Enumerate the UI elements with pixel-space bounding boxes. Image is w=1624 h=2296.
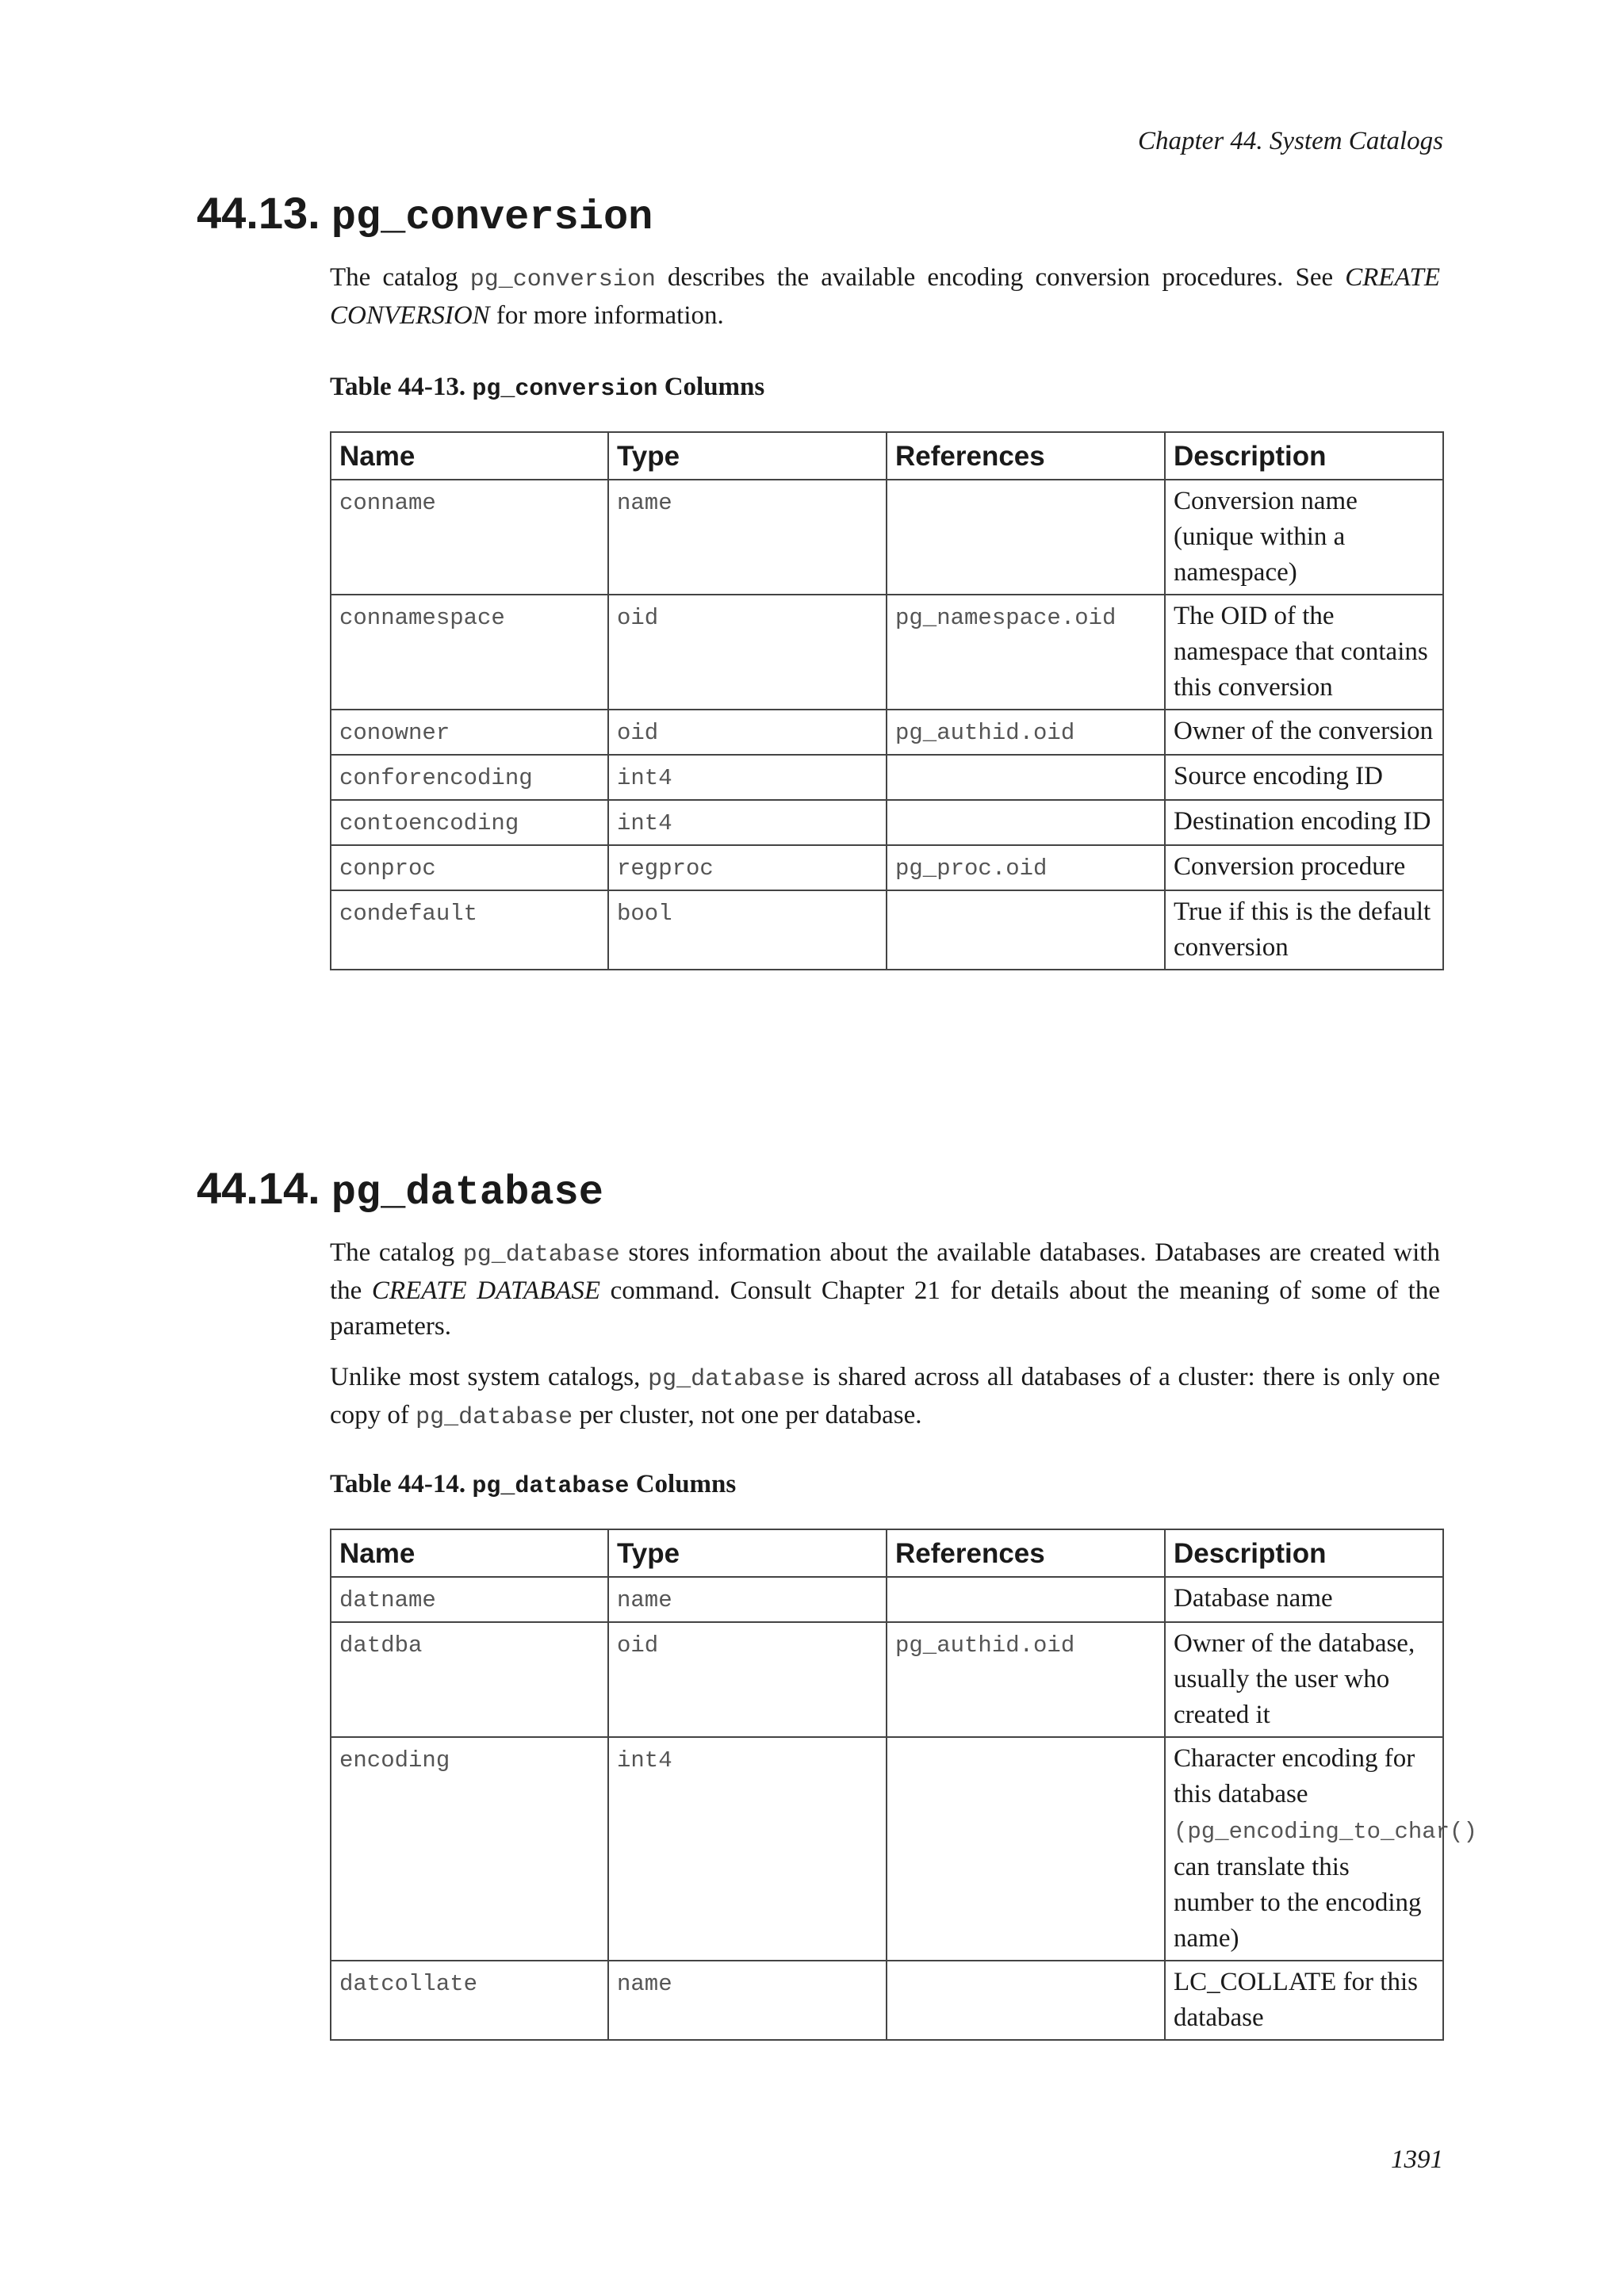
header-name: Name [331, 432, 608, 480]
section-number: 44.13. [197, 188, 320, 238]
cell-type: int4 [608, 1737, 887, 1961]
cell-type: oid [608, 595, 887, 710]
table-row [331, 755, 1443, 800]
section-title [197, 187, 653, 241]
columns-table [330, 1529, 1477, 2041]
text: The catalog [330, 263, 470, 292]
intro-paragraph [330, 260, 1440, 334]
cell-name: conowner [331, 710, 608, 755]
text: Unlike most system catalogs, [330, 1363, 649, 1391]
cell-references [887, 890, 1165, 970]
cell-description: Conversion name (unique within a namespace) [1165, 480, 1443, 595]
running-head: Chapter 44. System Catalogs [1138, 127, 1443, 155]
intro-paragraph [330, 1235, 1440, 1345]
header-references: References [887, 1529, 1165, 1577]
header-description: Description [1165, 432, 1443, 480]
table-row [331, 890, 1443, 970]
cell-references [887, 1961, 1165, 2040]
cell-type: oid [608, 710, 887, 755]
header-references: References [887, 432, 1165, 480]
section-number: 44.14. [197, 1163, 320, 1213]
table-row [331, 480, 1443, 595]
cell-references [887, 1577, 1165, 1622]
section-catalog-name: pg_database [331, 1169, 603, 1216]
table-header-row [331, 1529, 1443, 1577]
cell-description [1165, 1737, 1477, 1961]
header-description: Description [1165, 1529, 1443, 1577]
text: The catalog [330, 1238, 463, 1267]
cell-references: pg_proc.oid [887, 845, 1165, 890]
cell-description: Conversion procedure [1165, 845, 1443, 890]
cell-type: int4 [608, 800, 887, 845]
cell-type: bool [608, 890, 887, 970]
cell-references: pg_authid.oid [887, 710, 1165, 755]
cell-type: oid [608, 1622, 887, 1737]
cell-type: name [608, 1961, 887, 2040]
text: stores information about the available databases. Databases are created with the [330, 1238, 1440, 1305]
cell-references: pg_authid.oid [887, 1622, 1165, 1737]
cell-name: datcollate [331, 1961, 608, 2040]
cell-type: name [608, 1577, 887, 1622]
table-caption [330, 1470, 736, 1500]
command-reference: CREATE CONVERSION [330, 263, 1440, 330]
cell-name: datname [331, 1577, 608, 1622]
cell-description: LC_COLLATE for this database [1165, 1961, 1443, 2040]
table-label: Table 44-14. [330, 1470, 466, 1498]
columns-table [330, 431, 1444, 970]
command-reference: CREATE DATABASE [371, 1276, 601, 1305]
table-caption [330, 373, 764, 403]
cell-references [887, 800, 1165, 845]
table-catalog-name: pg_database [472, 1473, 630, 1500]
table-row [331, 845, 1443, 890]
cell-description: True if this is the default conversion [1165, 890, 1443, 970]
cell-references [887, 755, 1165, 800]
table-row [331, 1737, 1443, 1961]
cell-references: pg_namespace.oid [887, 595, 1165, 710]
table-row [331, 1577, 1443, 1622]
cell-description: Source encoding ID [1165, 755, 1443, 800]
cell-name: conproc [331, 845, 608, 890]
header-type: Type [608, 1529, 887, 1577]
cell-type: name [608, 480, 887, 595]
table-row [331, 1961, 1443, 2040]
inline-code: pg_conversion [469, 266, 656, 293]
inline-code: pg_database [648, 1366, 806, 1393]
cell-description: The OID of the namespace that contains this conversion [1165, 595, 1443, 710]
table-header-row [331, 432, 1443, 480]
cell-name: contoencoding [331, 800, 608, 845]
cell-type: int4 [608, 755, 887, 800]
section-catalog-name: pg_conversion [331, 194, 653, 241]
cell-description: Owner of the database, usually the user who created it [1165, 1622, 1443, 1737]
header-name: Name [331, 1529, 608, 1577]
header-type: Type [608, 432, 887, 480]
cell-name: condefault [331, 890, 608, 970]
shared-catalog-paragraph [330, 1360, 1440, 1436]
cell-name: conforencoding [331, 755, 608, 800]
table-catalog-name: pg_conversion [472, 376, 658, 403]
table-label: Table 44-13. [330, 373, 466, 401]
cell-type: regproc [608, 845, 887, 890]
page-number: 1391 [1391, 2145, 1443, 2174]
inline-code: pg_database [416, 1404, 573, 1431]
description-text: can translate this number to the encoding name) [1174, 1853, 1422, 1953]
table-row [331, 1622, 1443, 1737]
cell-name: encoding [331, 1737, 608, 1961]
cell-name: datdba [331, 1622, 608, 1737]
section-title [197, 1162, 603, 1216]
table-row [331, 595, 1443, 710]
text: describes the available encoding conversion procedures. See [655, 263, 1346, 292]
text: for more information. [489, 301, 724, 330]
table-row [331, 710, 1443, 755]
table-suffix: Columns [635, 1470, 737, 1498]
cell-description: Owner of the conversion [1165, 710, 1443, 755]
cell-name: connamespace [331, 595, 608, 710]
description-text: Character encoding for this database [1174, 1744, 1415, 1808]
cell-description: Destination encoding ID [1165, 800, 1443, 845]
inline-code: (pg_encoding_to_char() [1174, 1819, 1477, 1845]
text: is shared across all databases of a cluster: there is only one copy of [330, 1363, 1440, 1429]
table-suffix: Columns [664, 373, 765, 401]
cell-name: conname [331, 480, 608, 595]
cell-references [887, 1737, 1165, 1961]
table-row [331, 800, 1443, 845]
inline-code: pg_database [462, 1242, 620, 1269]
cell-description: Database name [1165, 1577, 1443, 1622]
text: per cluster, not one per database. [573, 1401, 922, 1429]
cell-references [887, 480, 1165, 595]
text: command. Consult Chapter 21 for details about the meaning of some of the parameters. [330, 1276, 1440, 1341]
